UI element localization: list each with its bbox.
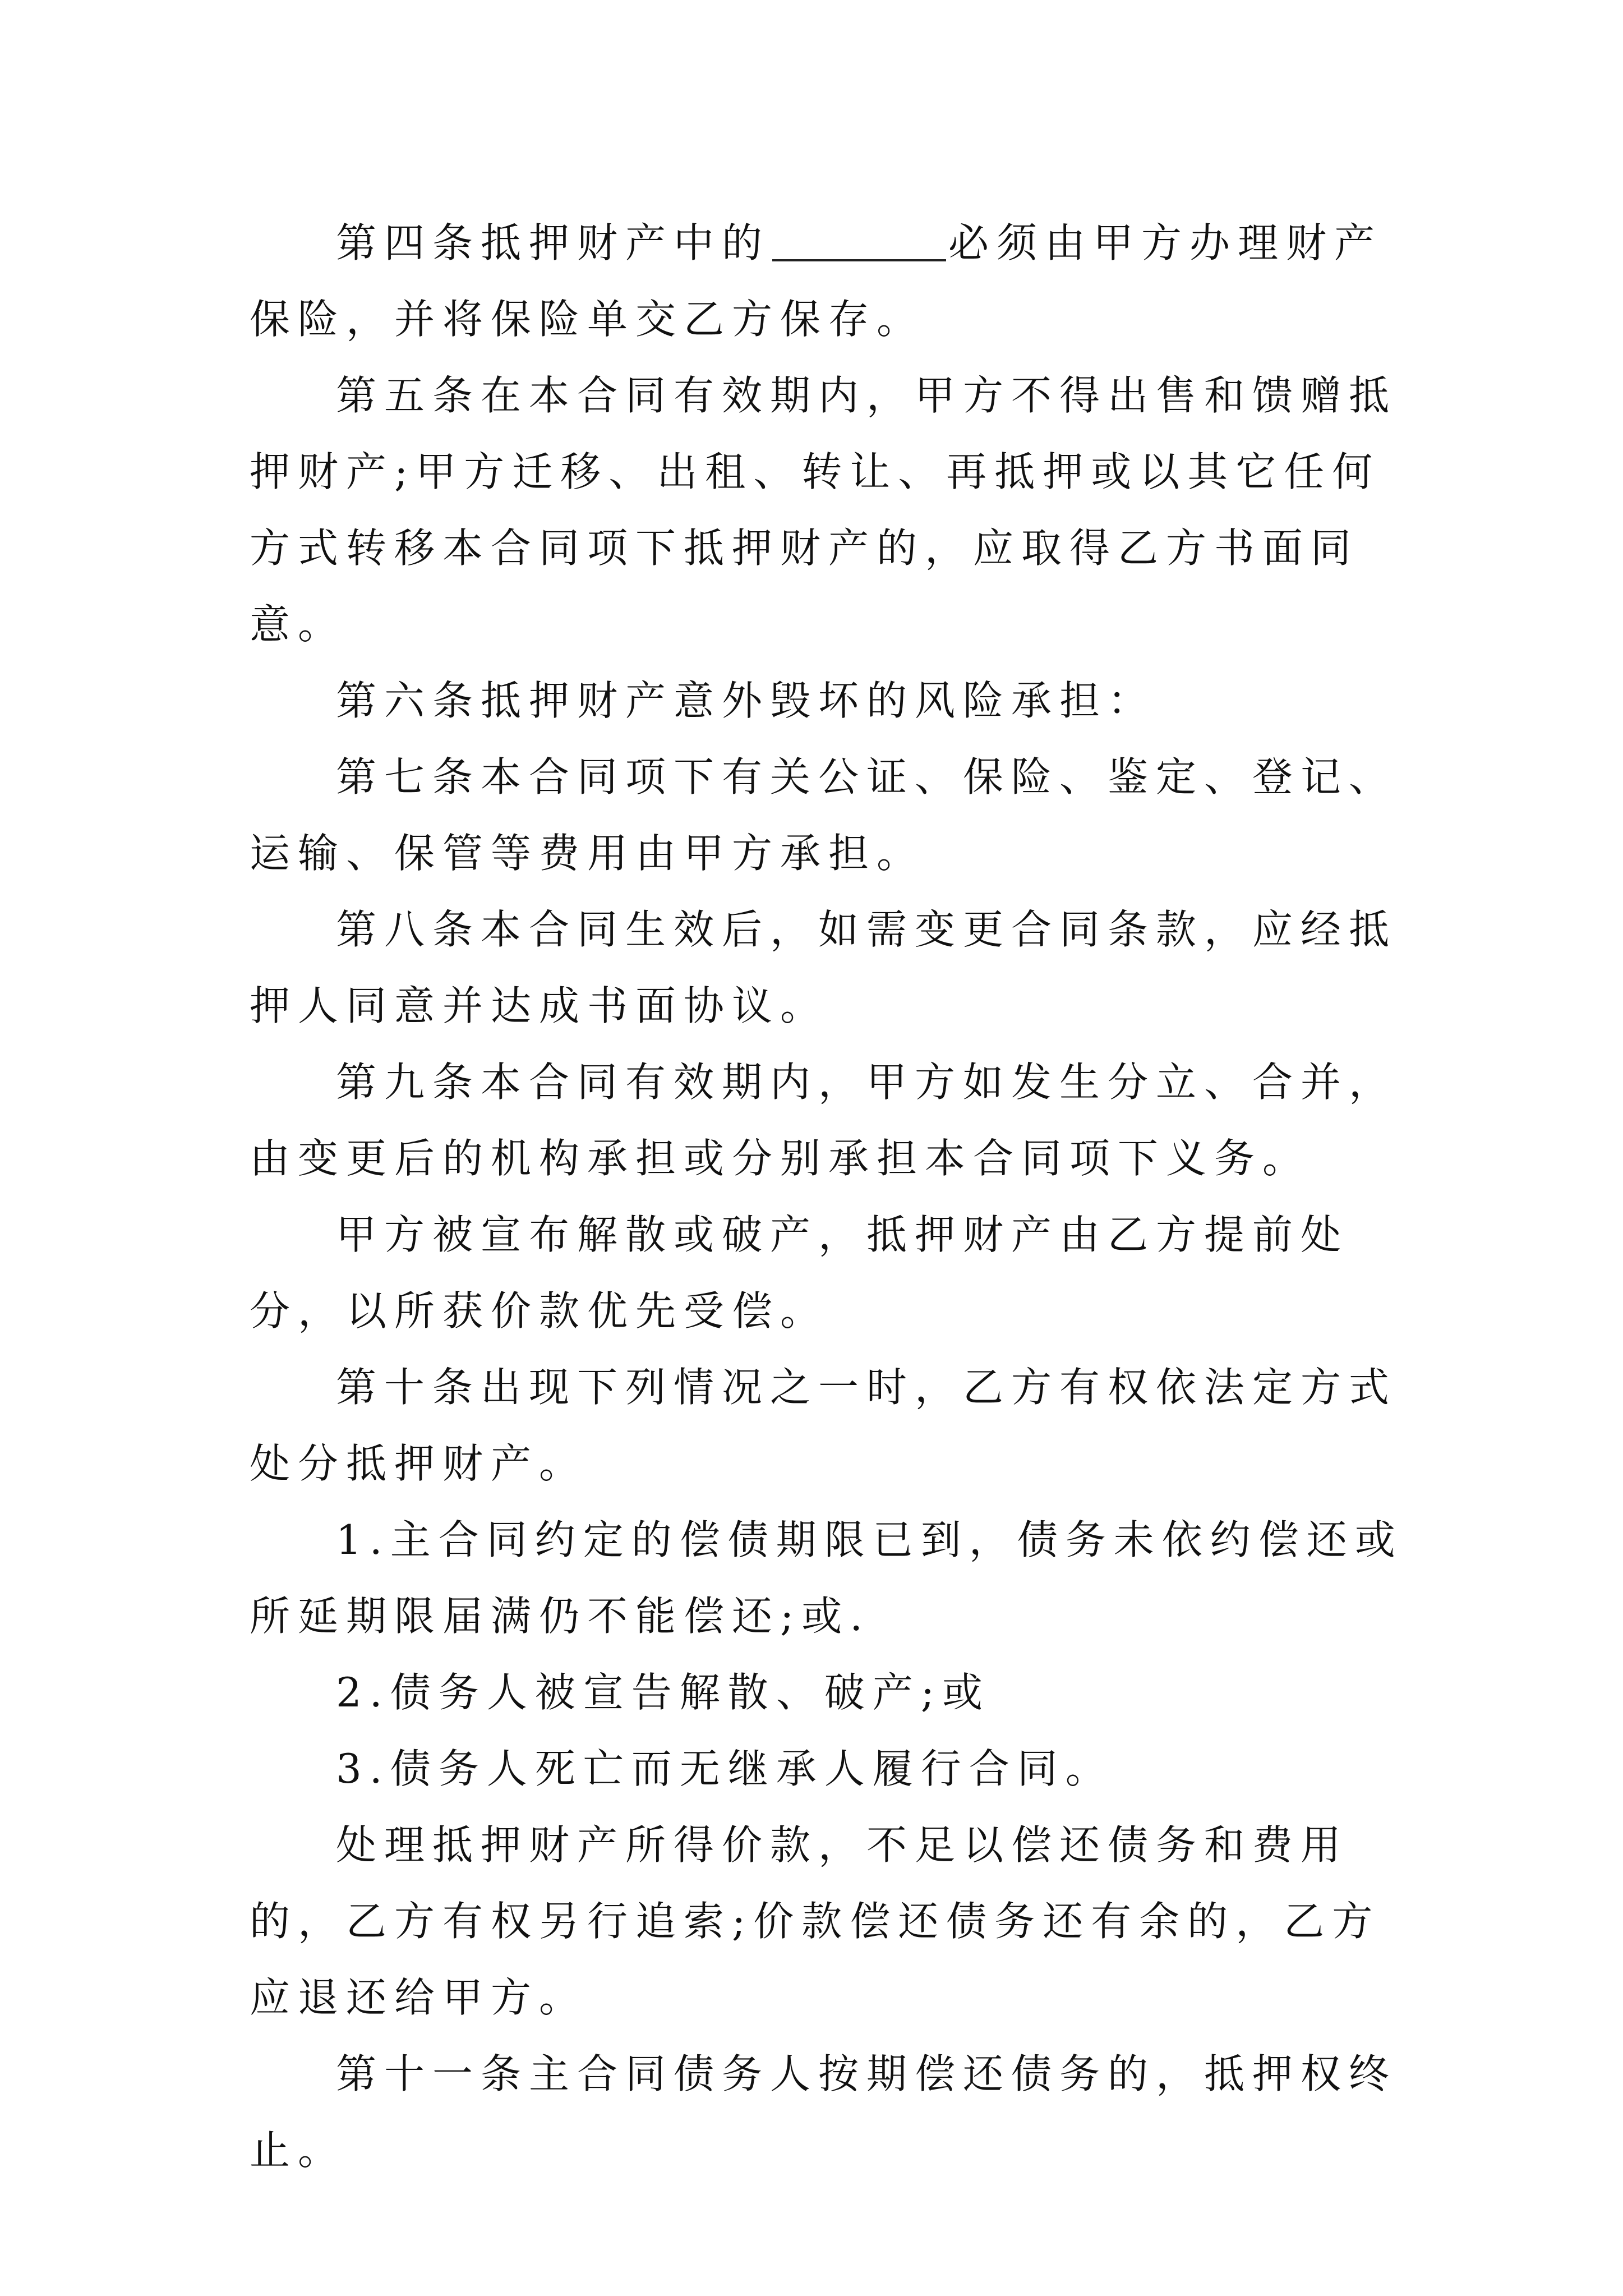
contract-body [250, 205, 1427, 2188]
dissolution-paragraph: 甲方被宣布解散或破产，抵押财产由乙方提前处分，以所获价款优先受偿。 [250, 1211, 1349, 1335]
article-5-paragraph: 第五条在本合同有效期内，甲方不得出售和馈赠抵押财产;甲方迁移、出租、转让、再抵押或以其它任何方式转移本合同项下抵押财产的，应取得乙方书面同意。 [250, 372, 1398, 648]
fill-in-blank [772, 219, 946, 261]
article-8-paragraph: 第八条本合同生效后，如需变更合同条款，应经抵押人同意并达成书面协议。 [250, 906, 1398, 1029]
article-10-item-2: 2.债务人被宣告解散、破产;或 [336, 1669, 990, 1716]
article-11-paragraph: 第十一条主合同债务人按期偿还债务的，抵押权终止。 [250, 2050, 1398, 2174]
article-7-paragraph: 第七条本合同项下有关公证、保险、鉴定、登记、运输、保管等费用由甲方承担。 [250, 753, 1398, 877]
article-4-text-after: 必须由甲方办理财产保险，并将保险单交乙方保存。 [250, 219, 1383, 343]
article-10-item-1: 1.主合同约定的偿债期限已到，债务未依约偿还或所延期限届满仍不能偿还;或. [250, 1516, 1403, 1640]
proceeds-paragraph: 处理抵押财产所得价款，不足以偿还债务和费用的，乙方有权另行追索;价款偿还债务还有余的，乙方应退还给甲方。 [250, 1821, 1381, 2021]
article-10-item-3: 3.债务人死亡而无继承人履行合同。 [336, 1745, 1114, 1792]
article-9-paragraph: 第九条本合同有效期内，甲方如发生分立、合并，由变更后的机构承担或分别承担本合同项下义务。 [250, 1059, 1398, 1182]
article-4-paragraph [250, 205, 1427, 357]
article-6-paragraph: 第六条抵押财产意外毁坏的风险承担： [336, 677, 1156, 724]
article-10-paragraph: 第十条出现下列情况之一时，乙方有权依法定方式处分抵押财产。 [250, 1364, 1398, 1487]
article-4-text-before: 第四条抵押财产中的 [336, 219, 771, 266]
